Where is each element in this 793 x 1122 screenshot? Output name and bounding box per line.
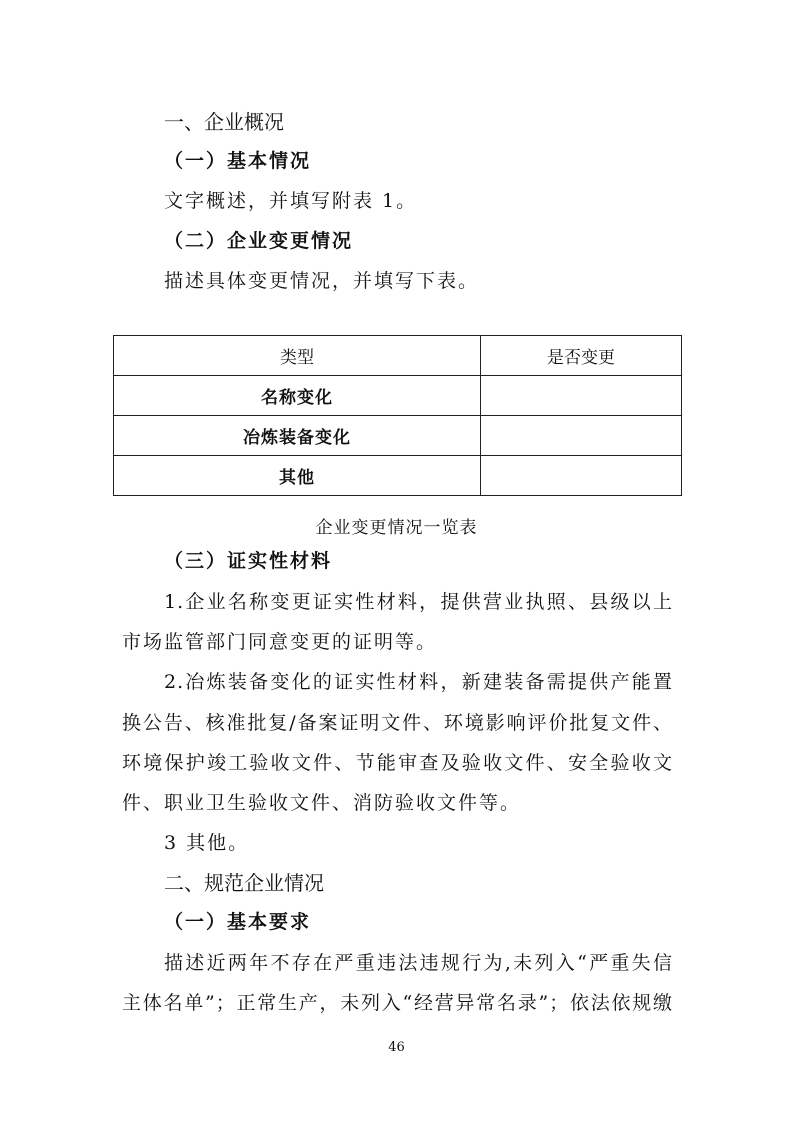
table-cell-type: 名称变化 xyxy=(114,376,481,416)
table-cell-changed xyxy=(481,456,682,496)
table-header-row xyxy=(114,336,682,376)
paragraph-basic-info: 文字概述，并填写附表 1。 xyxy=(164,190,418,212)
table-cell-type: 其他 xyxy=(114,456,481,496)
table-row xyxy=(114,456,682,496)
subsection-heading-requirements: （一）基本要求 xyxy=(164,911,312,933)
table-caption: 企业变更情况一览表 xyxy=(315,518,478,538)
paragraph-item2-line2: 换公告、核准批复/备案证明文件、环境影响评价批复文件、 xyxy=(122,712,673,734)
table-cell-changed xyxy=(481,416,682,456)
table-row xyxy=(114,376,682,416)
subsection-heading-basic-info: （一）基本情况 xyxy=(164,150,312,172)
subsection-heading-changes: （二）企业变更情况 xyxy=(164,230,354,252)
table-row xyxy=(114,416,682,456)
change-table xyxy=(113,335,682,496)
section-heading-1: 一、企业概况 xyxy=(164,110,284,134)
section-heading-2: 二、规范企业情况 xyxy=(164,871,324,895)
paragraph-item3: 3 其他。 xyxy=(164,832,250,854)
subsection-heading-evidence: （三）证实性材料 xyxy=(164,550,333,572)
paragraph-item2-line3: 环境保护竣工验收文件、节能审查及验收文件、安全验收文 xyxy=(122,752,673,774)
table-cell-changed xyxy=(481,376,682,416)
table-header-changed: 是否变更 xyxy=(481,336,682,376)
paragraph-item2-line4: 件、职业卫生验收文件、消防验收文件等。 xyxy=(122,792,522,814)
paragraph-changes: 描述具体变更情况，并填写下表。 xyxy=(164,270,480,292)
table-header-type: 类型 xyxy=(114,336,481,376)
paragraph-requirements-line2: 主体名单”；正常生产，未列入“经营异常名录”；依法依规缴 xyxy=(122,992,673,1014)
paragraph-requirements-line1: 描述近两年不存在严重违法违规行为,未列入“严重失信 xyxy=(164,952,673,974)
table-cell-type: 冶炼装备变化 xyxy=(114,416,481,456)
page-number: 46 xyxy=(388,1040,405,1055)
paragraph-item1-line2: 市场监管部门同意变更的证明等。 xyxy=(122,631,438,653)
paragraph-item1-line1: 1.企业名称变更证实性材料，提供营业执照、县级以上 xyxy=(164,591,673,613)
paragraph-item2-line1: 2.冶炼装备变化的证实性材料，新建装备需提供产能置 xyxy=(164,671,673,693)
